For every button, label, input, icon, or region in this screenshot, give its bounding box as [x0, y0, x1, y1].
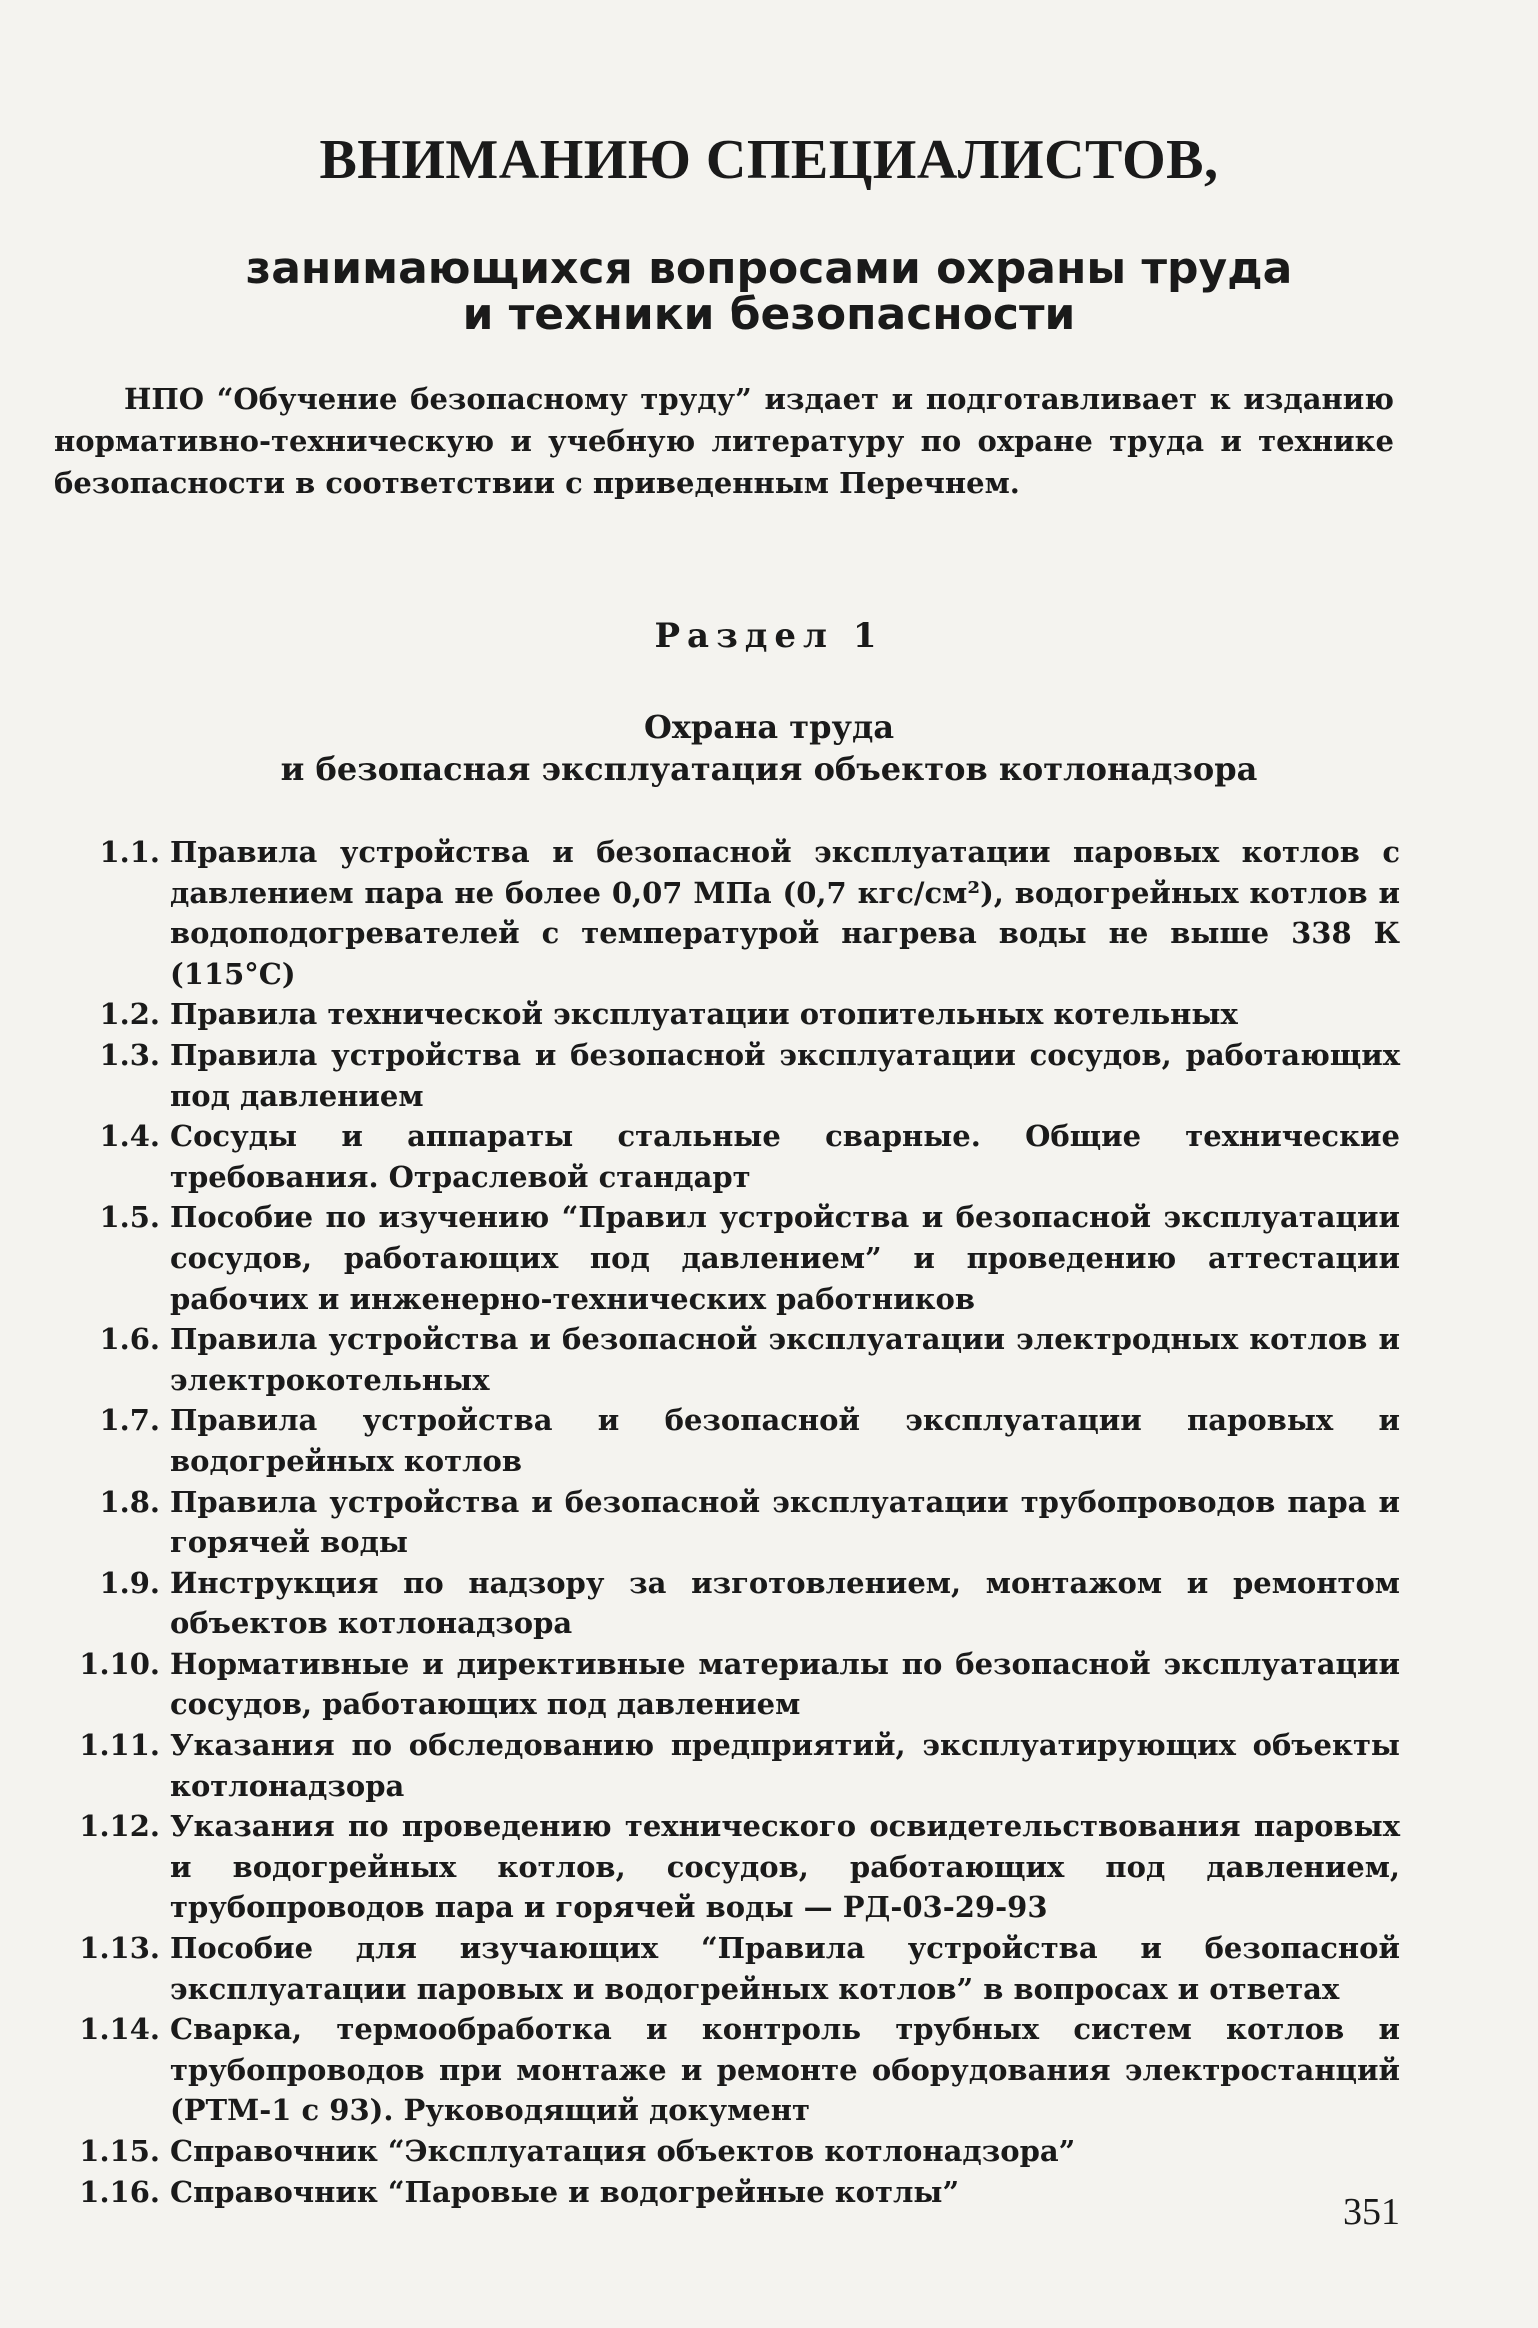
- item-text: Сосуды и аппараты стальные сварные. Общие технические требования. Отраслевой стандарт: [170, 1119, 1400, 1194]
- list-item: [54, 2131, 1400, 2172]
- list-item: [54, 1563, 1400, 1644]
- publication-list: [54, 832, 1400, 2212]
- item-number: 1.6.: [99, 1322, 160, 1357]
- item-text: Пособие по изучению “Правил устройства и безопасной эксплуатации сосудов, работающих под давлением” и проведению аттестации рабочих и инженерно-технических работников: [170, 1200, 1400, 1316]
- item-number: 1.11.: [79, 1728, 160, 1763]
- item-text: Правила устройства и безопасной эксплуатации электродных котлов и электрокотельных: [170, 1322, 1400, 1397]
- section-label: Раздел 1: [654, 616, 884, 656]
- list-item: [54, 1197, 1400, 1319]
- subtitle-line-2: и техники безопасности: [462, 289, 1076, 340]
- item-number: 1.3.: [99, 1037, 160, 1072]
- item-number: 1.12.: [79, 1809, 160, 1844]
- item-text: Правила устройства и безопасной эксплуатации трубопроводов пара и горячей воды: [170, 1484, 1400, 1560]
- item-text: Правила устройства и безопасной эксплуатации паровых и водогрейных котлов: [170, 1403, 1400, 1478]
- item-number: 1.16.: [79, 2174, 160, 2209]
- item-number: 1.2.: [99, 997, 160, 1032]
- page-title: ВНИМАНИЮ СПЕЦИАЛИСТОВ,: [319, 129, 1219, 191]
- list-item: [54, 1400, 1400, 1481]
- item-number: 1.5.: [99, 1200, 160, 1235]
- list-item: [54, 1482, 1400, 1563]
- list-item: [54, 1806, 1400, 1928]
- item-number: 1.1.: [99, 835, 160, 869]
- page-subtitle: [0, 243, 1538, 340]
- item-text: Правила устройства и безопасной эксплуатации сосудов, работающих под давлением: [170, 1037, 1400, 1113]
- item-text: Пособие для изучающих “Правила устройства и безопасной эксплуатации паровых и водогрейных котлов” в вопросах и ответах: [170, 1931, 1400, 2006]
- item-number: 1.8.: [99, 1484, 160, 1519]
- list-item: [54, 1035, 1400, 1116]
- section-title-line-2: и безопасная эксплуатация объектов котлонадзора: [280, 750, 1258, 788]
- item-number: 1.15.: [79, 2134, 160, 2168]
- list-item: [54, 2172, 1400, 2213]
- item-text: Справочник “Паровые и водогрейные котлы”: [170, 2174, 960, 2209]
- item-text: Правила технической эксплуатации отопительных котельных: [170, 997, 1238, 1032]
- list-item: [54, 832, 1400, 994]
- list-item: [54, 1644, 1400, 1725]
- list-item: [54, 1319, 1400, 1400]
- item-number: 1.7.: [99, 1403, 160, 1438]
- item-text: Нормативные и директивные материалы по безопасной эксплуатации сосудов, работающих под давлением: [170, 1646, 1400, 1722]
- list-item: [54, 1116, 1400, 1197]
- item-text: Указания по обследованию предприятий, эксплуатирующих объекты котлонадзора: [170, 1728, 1400, 1803]
- item-number: 1.14.: [79, 2012, 160, 2047]
- item-text: Инструкция по надзору за изготовлением, монтажом и ремонтом объектов котлонадзора: [170, 1565, 1400, 1641]
- intro-paragraph: НПО “Обучение безопасному труду” издает и подготавливает к изданию нормативно-техническую и учебную литературу по охране труда и технике безопасности в соответствии с приведенным Перечнем.: [54, 382, 1394, 500]
- list-item: [54, 1928, 1400, 2009]
- item-number: 1.9.: [99, 1565, 160, 1600]
- subtitle-line-1: занимающихся вопросами охраны труда: [245, 243, 1293, 294]
- item-text: Справочник “Эксплуатация объектов котлонадзора”: [170, 2134, 1076, 2168]
- list-item: [54, 2009, 1400, 2131]
- list-item: [54, 994, 1400, 1035]
- section-title-line-1: Охрана труда: [643, 708, 895, 746]
- section-title: [0, 706, 1538, 790]
- list-item: [54, 1725, 1400, 1806]
- item-text: Сварка, термообработка и контроль трубных систем котлов и трубопроводов при монтаже и ремонте оборудования электростанций (РТМ-1 с 93). Руководящий документ: [170, 2012, 1400, 2128]
- item-number: 1.4.: [99, 1119, 160, 1154]
- item-text: Указания по проведению технического освидетельствования паровых и водогрейных котлов, сосудов, работающих под давлением, трубопроводов пара и горячей воды — РД-03-29-93: [170, 1809, 1400, 1925]
- page-number: 351: [1343, 2191, 1400, 2233]
- item-number: 1.10.: [79, 1646, 160, 1681]
- item-number: 1.13.: [79, 1931, 160, 1966]
- item-text: Правила устройства и безопасной эксплуатации паровых котлов с давлением пара не более 0,07 МПа (0,7 кгс/см²), водогрейных котлов и водоподогревателей с температурой нагрева воды не выше 338 К (115°С): [170, 835, 1400, 991]
